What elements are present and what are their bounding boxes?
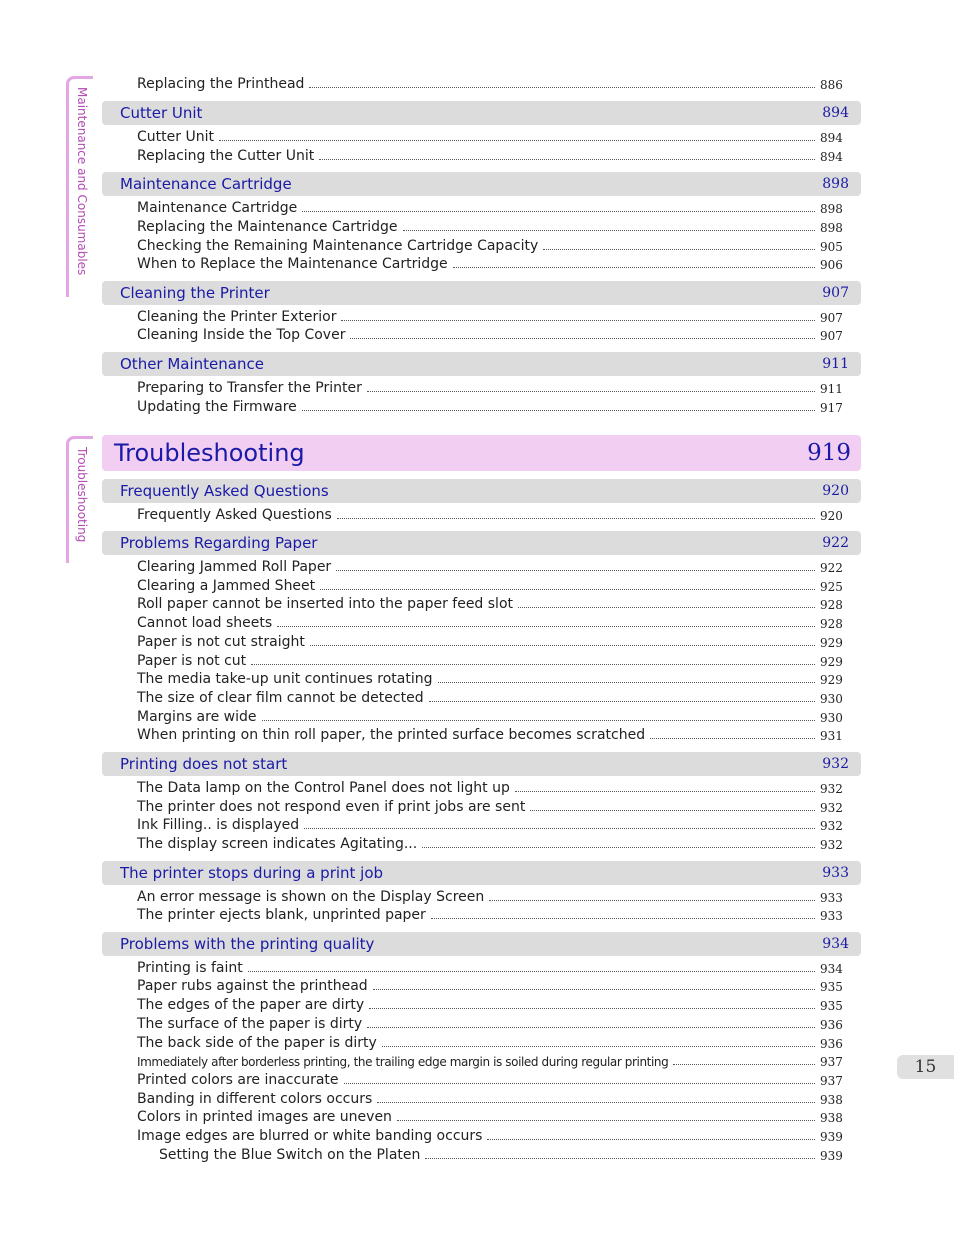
dot-leader xyxy=(367,390,815,392)
toc-entry-page: 934 xyxy=(820,962,843,976)
section-title: Maintenance Cartridge xyxy=(120,175,292,193)
dot-leader xyxy=(429,700,815,702)
section-header-print-quality[interactable] xyxy=(102,932,861,956)
toc-entry[interactable] xyxy=(137,557,848,575)
toc-entry-page: 936 xyxy=(820,1018,843,1032)
toc-entry-title: Paper is not cut xyxy=(137,653,247,669)
toc-entry[interactable] xyxy=(137,1107,848,1125)
dot-leader xyxy=(422,846,815,848)
toc-entry-title: Cannot load sheets xyxy=(137,615,273,631)
toc-entry[interactable] xyxy=(137,995,848,1013)
toc-entry-page: 928 xyxy=(820,598,843,612)
toc-entry-title: The media take-up unit continues rotating xyxy=(137,671,433,687)
toc-entry-title: The edges of the paper are dirty xyxy=(137,997,365,1013)
dot-leader xyxy=(515,790,815,792)
toc-entry-page: 932 xyxy=(820,819,843,833)
section-title: Problems Regarding Paper xyxy=(120,534,318,552)
toc-entry-title: Paper is not cut straight xyxy=(137,634,305,650)
toc-entry[interactable] xyxy=(137,1051,848,1069)
toc-entry[interactable] xyxy=(137,815,848,833)
toc-entry-title: Cleaning Inside the Top Cover xyxy=(137,327,346,343)
section-header-paper-problems[interactable] xyxy=(102,531,861,555)
page-number: 15 xyxy=(897,1055,954,1079)
toc-entry-page: 939 xyxy=(820,1130,843,1144)
toc-entry-page: 907 xyxy=(820,311,843,325)
toc-entry[interactable] xyxy=(137,976,848,994)
dot-leader xyxy=(397,1119,815,1121)
toc-entry[interactable] xyxy=(137,127,848,145)
section-page: 932 xyxy=(822,756,849,772)
toc-entry-page: 905 xyxy=(820,240,843,254)
dot-leader xyxy=(382,1045,815,1047)
section-page: 898 xyxy=(822,176,849,192)
toc-entry-title: The surface of the paper is dirty xyxy=(137,1016,363,1032)
toc-entry[interactable] xyxy=(137,632,848,650)
toc-entry-page: 898 xyxy=(820,221,843,235)
toc-entry[interactable] xyxy=(137,217,848,235)
dot-leader xyxy=(310,644,815,646)
toc-entry-page: 922 xyxy=(820,561,843,575)
toc-entry[interactable] xyxy=(137,797,848,815)
toc-entry-title: The printer ejects blank, unprinted paper xyxy=(137,907,426,923)
toc-entry-title: Updating the Firmware xyxy=(137,399,297,415)
section-header-other-maintenance[interactable] xyxy=(102,352,861,376)
section-title: The printer stops during a print job xyxy=(120,864,384,882)
dot-leader xyxy=(431,917,815,919)
toc-entry[interactable] xyxy=(137,594,848,612)
toc-entry[interactable] xyxy=(137,505,848,523)
section-title: Cutter Unit xyxy=(120,104,203,122)
toc-entry-title: Clearing Jammed Roll Paper xyxy=(137,559,332,575)
toc-entry-title: Clearing a Jammed Sheet xyxy=(137,578,316,594)
toc-entry-page: 929 xyxy=(820,673,843,687)
dot-leader xyxy=(518,606,815,608)
toc-entry[interactable] xyxy=(137,307,848,325)
toc-entry[interactable] xyxy=(137,325,848,343)
chapter-title: Troubleshooting xyxy=(114,439,305,467)
toc-entry-page: 935 xyxy=(820,999,843,1013)
toc-entry-title: The display screen indicates Agitating... xyxy=(137,836,418,852)
toc-entry-page: 935 xyxy=(820,980,843,994)
toc-entry-title: An error message is shown on the Display Screen xyxy=(137,889,485,905)
toc-entry-title: Checking the Remaining Maintenance Cartridge Capacity xyxy=(137,238,539,254)
dot-leader xyxy=(489,899,815,901)
toc-entry-title: Image edges are blurred or white banding occurs xyxy=(137,1128,483,1144)
section-header-maintenance-cartridge[interactable] xyxy=(102,172,861,196)
dot-leader xyxy=(251,663,815,665)
toc-entry-page: 906 xyxy=(820,258,843,272)
toc-entry-title: Banding in different colors occurs xyxy=(137,1091,373,1107)
dot-leader xyxy=(344,1082,815,1084)
toc-entry-title: Roll paper cannot be inserted into the paper feed slot xyxy=(137,596,514,612)
toc-entry-page: 930 xyxy=(820,711,843,725)
section-page: 911 xyxy=(822,356,849,372)
dot-leader xyxy=(453,266,815,268)
toc-entry-page: 932 xyxy=(820,838,843,852)
toc-entry-page: 911 xyxy=(820,382,843,396)
dot-leader xyxy=(377,1101,815,1103)
section-page: 933 xyxy=(822,865,849,881)
toc-entry[interactable] xyxy=(137,613,848,631)
toc-entry-title: The size of clear film cannot be detected xyxy=(137,690,424,706)
toc-entry-title: Replacing the Printhead xyxy=(137,76,305,92)
chapter-page: 919 xyxy=(807,440,851,466)
dot-leader xyxy=(425,1157,815,1159)
toc-entry-title: Setting the Blue Switch on the Platen xyxy=(159,1147,421,1163)
toc-entry-title: Ink Filling.. is displayed xyxy=(137,817,300,833)
toc-entry-page: 907 xyxy=(820,329,843,343)
chapter-header[interactable] xyxy=(102,435,861,471)
section-page: 934 xyxy=(822,936,849,952)
toc-entry-title: The printer does not respond even if print jobs are sent xyxy=(137,799,526,815)
section-page: 894 xyxy=(822,105,849,121)
dot-leader xyxy=(650,737,815,739)
toc-entry-page: 939 xyxy=(820,1149,843,1163)
dot-leader xyxy=(219,139,815,141)
toc-entry-title: Printed colors are inaccurate xyxy=(137,1072,339,1088)
toc-entry[interactable] xyxy=(137,1033,848,1051)
toc-entry-page: 936 xyxy=(820,1037,843,1051)
toc-entry-page: 898 xyxy=(820,202,843,216)
toc-entry-page: 929 xyxy=(820,636,843,650)
toc-entry-page: 937 xyxy=(820,1055,843,1069)
section-title: Cleaning the Printer xyxy=(120,284,270,302)
dot-leader xyxy=(487,1138,815,1140)
dot-leader xyxy=(277,625,815,627)
toc-entry-page: 886 xyxy=(820,78,843,92)
toc-entry-title: Printing is faint xyxy=(137,960,243,976)
toc-entry[interactable] xyxy=(137,834,848,852)
dot-leader xyxy=(337,517,815,519)
section-title: Printing does not start xyxy=(120,755,288,773)
section-header-faq[interactable] xyxy=(102,479,861,503)
section-title: Other Maintenance xyxy=(120,355,264,373)
section-title: Problems with the printing quality xyxy=(120,935,375,953)
toc-entry-page: 938 xyxy=(820,1093,843,1107)
toc-entry-title: Margins are wide xyxy=(137,709,257,725)
toc-entry[interactable] xyxy=(137,725,848,743)
toc-entry-page: 917 xyxy=(820,401,843,415)
toc-entry[interactable] xyxy=(137,198,848,216)
toc-entry-title: Maintenance Cartridge xyxy=(137,200,298,216)
toc-entry[interactable] xyxy=(137,378,848,396)
side-tab-label: Maintenance and Consumables xyxy=(75,87,89,276)
toc-entry-page: 932 xyxy=(820,782,843,796)
side-tab-maintenance xyxy=(66,76,93,297)
toc-entry-title: Immediately after borderless printing, the trailing edge margin is soiled during regular printing xyxy=(137,1055,669,1069)
toc-entry-page: 933 xyxy=(820,891,843,905)
toc-entry-title: Frequently Asked Questions xyxy=(137,507,332,523)
toc-entry[interactable] xyxy=(137,669,848,687)
toc-entry[interactable] xyxy=(137,958,848,976)
section-page: 907 xyxy=(822,285,849,301)
toc-entry-page: 929 xyxy=(820,655,843,669)
toc-entry-page: 937 xyxy=(820,1074,843,1088)
toc-entry[interactable] xyxy=(137,651,848,669)
toc-entry-title: Preparing to Transfer the Printer xyxy=(137,380,362,396)
section-page: 920 xyxy=(822,483,849,499)
toc-entry[interactable] xyxy=(137,905,848,923)
toc-entry[interactable] xyxy=(137,576,848,594)
toc-entry[interactable] xyxy=(137,1089,848,1107)
toc-entry-title: When to Replace the Maintenance Cartridge xyxy=(137,256,448,272)
dot-leader xyxy=(319,158,815,160)
toc-entry[interactable] xyxy=(137,1070,848,1088)
toc-entry-page: 930 xyxy=(820,692,843,706)
toc-entry-title: Colors in printed images are uneven xyxy=(137,1109,392,1125)
toc-entry[interactable] xyxy=(137,887,848,905)
toc-entry[interactable] xyxy=(137,236,848,254)
dot-leader xyxy=(438,681,815,683)
toc-entry-title: Replacing the Cutter Unit xyxy=(137,148,315,164)
toc-entry[interactable] xyxy=(159,1145,848,1163)
dot-leader xyxy=(309,86,815,88)
dot-leader xyxy=(530,809,815,811)
dot-leader xyxy=(302,409,815,411)
dot-leader xyxy=(367,1026,815,1028)
toc-entry-title: The back side of the paper is dirty xyxy=(137,1035,377,1051)
toc-entry-title: Cutter Unit xyxy=(137,129,214,145)
section-title: Frequently Asked Questions xyxy=(120,482,329,500)
toc-entry[interactable] xyxy=(137,1014,848,1032)
dot-leader xyxy=(248,970,815,972)
toc-entry-title: Cleaning the Printer Exterior xyxy=(137,309,337,325)
toc-entry-title: Replacing the Maintenance Cartridge xyxy=(137,219,398,235)
dot-leader xyxy=(373,988,815,990)
dot-leader xyxy=(341,319,815,321)
toc-entry-page: 938 xyxy=(820,1111,843,1125)
toc-entry-page: 933 xyxy=(820,909,843,923)
toc-entry-page: 928 xyxy=(820,617,843,631)
dot-leader xyxy=(262,719,816,721)
toc-entry-page: 894 xyxy=(820,131,843,145)
dot-leader xyxy=(320,588,815,590)
toc-entry[interactable] xyxy=(137,146,848,164)
toc-entry[interactable] xyxy=(137,254,848,272)
toc-entry-title: Paper rubs against the printhead xyxy=(137,978,368,994)
toc-entry-page: 894 xyxy=(820,150,843,164)
dot-leader xyxy=(369,1007,815,1009)
toc-entry-page: 925 xyxy=(820,580,843,594)
toc-entry-page: 932 xyxy=(820,801,843,815)
section-header-cleaning-the-printer[interactable] xyxy=(102,281,861,305)
dot-leader xyxy=(304,827,815,829)
side-tab-troubleshooting xyxy=(66,436,93,563)
toc-entry[interactable] xyxy=(137,1126,848,1144)
section-header-cutter-unit[interactable] xyxy=(102,101,861,125)
toc-entry-title: The Data lamp on the Control Panel does not light up xyxy=(137,780,510,796)
dot-leader xyxy=(673,1063,815,1065)
dot-leader xyxy=(543,248,815,250)
toc-entry-title: When printing on thin roll paper, the printed surface becomes scratched xyxy=(137,727,646,743)
side-tab-label: Troubleshooting xyxy=(75,447,89,543)
section-header-printer-stops[interactable] xyxy=(102,861,861,885)
toc-entry[interactable] xyxy=(137,397,848,415)
toc-entry[interactable] xyxy=(137,74,848,92)
toc-entry[interactable] xyxy=(137,778,848,796)
section-header-printing-does-not-start[interactable] xyxy=(102,752,861,776)
toc-entry-page: 920 xyxy=(820,509,843,523)
section-page: 922 xyxy=(822,535,849,551)
toc-entry[interactable] xyxy=(137,688,848,706)
dot-leader xyxy=(350,337,815,339)
toc-entry-page: 931 xyxy=(820,729,843,743)
dot-leader xyxy=(403,229,815,231)
dot-leader xyxy=(336,569,815,571)
toc-entry[interactable] xyxy=(137,707,848,725)
dot-leader xyxy=(302,210,815,212)
